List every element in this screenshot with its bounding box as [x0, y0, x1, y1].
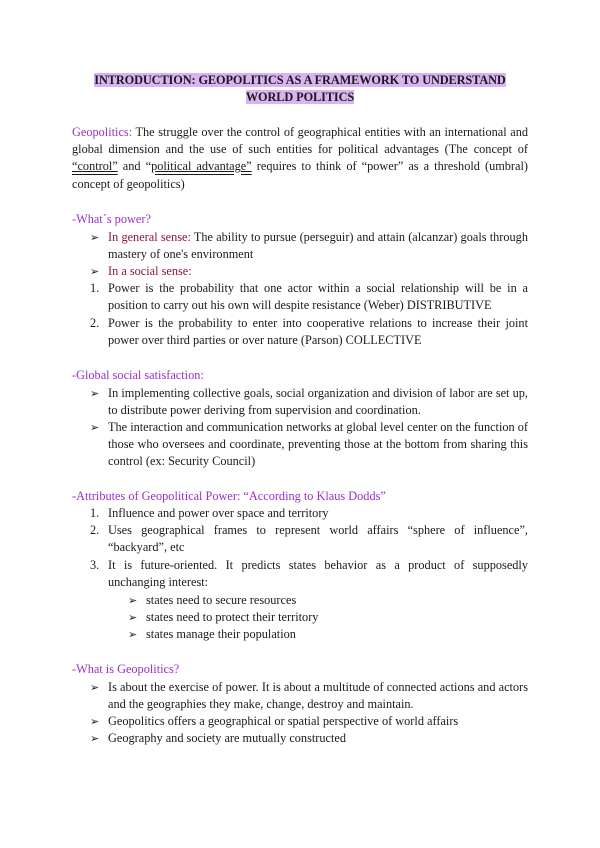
whatis-item-2: Geopolitics offers a geographical or spatial perspective of world affairs	[108, 714, 459, 728]
title-line-1: INTRODUCTION: GEOPOLITICS AS A FRAMEWORK TO UNDERSTAND	[94, 73, 506, 87]
number-marker: 3.	[90, 558, 100, 572]
power-heading: -What´s power?	[72, 212, 151, 226]
political-advantage-term: political advantage”	[151, 159, 252, 174]
satisfaction-heading: -Global social satisfaction:	[72, 368, 204, 382]
number-marker: 1.	[90, 281, 100, 295]
whatis-heading: -What is Geopolitics?	[72, 662, 180, 676]
page-title	[72, 72, 528, 106]
power-general-label: In general sense:	[108, 230, 191, 244]
intro-text-3: requires to think of “power” as a threshold (umbral) concept of geopolitics)	[72, 159, 528, 191]
intro-text-2: and “	[117, 159, 152, 174]
bullet-marker: ➢	[128, 594, 138, 607]
bullet-marker: ➢	[90, 265, 100, 278]
power-general-text: The ability to pursue (perseguir) and attain (alcanzar) goals through mastery of one's environment	[108, 230, 528, 262]
number-marker: 1.	[90, 506, 100, 520]
bullet-marker: ➢	[90, 715, 100, 728]
attributes-item-2: Uses geographical frames to represent world affairs “sphere of influence”, “backyard”, etc	[108, 523, 528, 555]
power-item-2: Power is the probability to enter into cooperative relations to increase their joint power over third parties or over nature (Parson) COLLECTIVE	[108, 316, 528, 348]
intro-paragraph	[72, 124, 528, 193]
bullet-marker: ➢	[90, 421, 100, 434]
bullet-marker: ➢	[128, 628, 138, 641]
bullet-marker: ➢	[90, 732, 100, 745]
satisfaction-item-2: The interaction and communication networks at global level center on the function of those who oversees and coordinate, preventing those at the bottom from sharing this control (ex: Security Council)	[108, 420, 529, 469]
bullet-marker: ➢	[128, 611, 138, 624]
number-marker: 2.	[90, 523, 100, 537]
power-social-label: In a social sense:	[108, 264, 192, 278]
attributes-subitem-3: states manage their population	[146, 627, 296, 641]
attributes-item-1: Influence and power over space and territory	[108, 506, 329, 520]
attributes-subitem-1: states need to secure resources	[146, 593, 297, 607]
intro-label: Geopolitics:	[72, 125, 133, 139]
attributes-heading: -Attributes of Geopolitical Power: “According to Klaus Dodds”	[72, 489, 386, 503]
whatis-item-1: Is about the exercise of power. It is about a multitude of connected actions and actors and the geographies they make, change, destroy and maintain.	[108, 680, 528, 712]
power-item-1: Power is the probability that one actor within a social relationship will be in a position to carry out his own will despite resistance (Weber) DISTRIBUTIVE	[108, 281, 528, 313]
attributes-subitem-2: states need to protect their territory	[146, 610, 319, 624]
bullet-marker: ➢	[90, 387, 100, 400]
control-term: “control”	[72, 159, 118, 174]
title-line-2: WORLD POLITICS	[245, 90, 355, 104]
number-marker: 2.	[90, 316, 100, 330]
bullet-marker: ➢	[90, 681, 100, 694]
attributes-item-3: It is future-oriented. It predicts states behavior as a product of supposedly unchanging interest:	[108, 558, 528, 590]
whatis-item-3: Geography and society are mutually constructed	[108, 731, 346, 745]
power-general-item	[108, 229, 528, 263]
satisfaction-item-1: In implementing collective goals, social organization and division of labor are set up, to distribute power deriving from supervision and coordination.	[108, 386, 528, 418]
bullet-marker: ➢	[90, 231, 100, 244]
intro-text-1: The struggle over the control of geographical entities with an international and global dimension and the use of such entities for political advantages (The concept of	[72, 125, 528, 157]
